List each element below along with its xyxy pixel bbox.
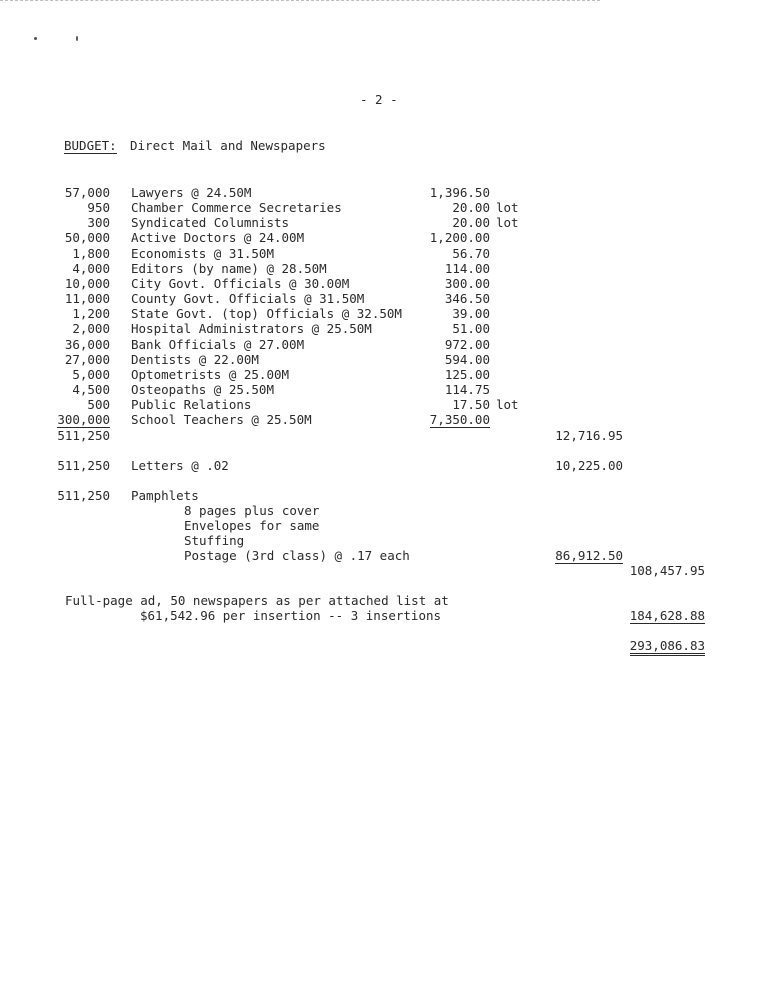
row-amount: 7,350.00 [429, 412, 490, 427]
row-amount: 300.00 [444, 276, 490, 291]
speck-mark [76, 36, 78, 41]
newspaper-line-2: $61,542.96 per insertion -- 3 insertions [140, 608, 442, 623]
row-amount: 972.00 [444, 337, 490, 352]
row-description: Public Relations [131, 397, 252, 412]
row-amount: 114.75 [444, 382, 490, 397]
mailing-total-amount: 12,716.95 [555, 428, 623, 443]
row-qty: 10,000 [64, 276, 110, 291]
pamphlets-desc: Pamphlets [131, 488, 199, 503]
row-amount: 1,396.50 [429, 185, 490, 200]
budget-label: BUDGET: [64, 138, 117, 153]
row-amount: 20.00 [452, 215, 490, 230]
row-qty: 1,800 [72, 246, 110, 261]
row-amount: 56.70 [452, 246, 490, 261]
pamphlet-item: Envelopes for same [184, 518, 320, 533]
row-qty: 4,500 [72, 382, 110, 397]
row-description: County Govt. Officials @ 31.50M [131, 291, 365, 306]
row-qty: 500 [87, 397, 110, 412]
grand-total: 293,086.83 [610, 638, 705, 653]
row-description: State Govt. (top) Officials @ 32.50M [131, 306, 402, 321]
letters-qty: 511,250 [57, 458, 110, 473]
top-edge-dashes [0, 0, 600, 3]
row-amount: 1,200.00 [429, 230, 490, 245]
letters-desc: Letters @ .02 [131, 458, 229, 473]
row-note: lot [496, 397, 519, 412]
row-description: Optometrists @ 25.00M [131, 367, 290, 382]
row-qty: 11,000 [64, 291, 110, 306]
row-qty: 36,000 [64, 337, 110, 352]
newspaper-line-1: Full-page ad, 50 newspapers as per attached list at [65, 593, 449, 608]
row-amount: 20.00 [452, 200, 490, 215]
row-description: Editors (by name) @ 28.50M [131, 261, 327, 276]
row-note: lot [496, 215, 519, 230]
row-description: Osteopaths @ 25.50M [131, 382, 274, 397]
letters-amount: 10,225.00 [555, 458, 623, 473]
row-amount: 125.00 [444, 367, 490, 382]
row-description: Syndicated Columnists [131, 215, 290, 230]
row-qty: 300 [87, 215, 110, 230]
row-qty: 50,000 [64, 230, 110, 245]
row-qty: 300,000 [57, 412, 110, 427]
budget-heading: Direct Mail and Newspapers [130, 138, 326, 153]
row-description: Hospital Administrators @ 25.50M [131, 321, 372, 336]
row-description: Active Doctors @ 24.00M [131, 230, 305, 245]
row-amount: 51.00 [452, 321, 490, 336]
mailing-total-qty: 511,250 [57, 428, 110, 443]
page-number: - 2 - [360, 92, 398, 107]
row-qty: 2,000 [72, 321, 110, 336]
row-description: Economists @ 31.50M [131, 246, 274, 261]
row-description: Chamber Commerce Secretaries [131, 200, 342, 215]
row-description: Lawyers @ 24.50M [131, 185, 252, 200]
row-description: City Govt. Officials @ 30.00M [131, 276, 350, 291]
row-amount: 594.00 [444, 352, 490, 367]
direct-mail-total: 108,457.95 [629, 563, 705, 578]
row-description: School Teachers @ 25.50M [131, 412, 312, 427]
row-qty: 4,000 [72, 261, 110, 276]
row-qty: 950 [87, 200, 110, 215]
newspaper-amount: 184,628.88 [629, 608, 705, 623]
row-description: Bank Officials @ 27.00M [131, 337, 305, 352]
pamphlets-qty: 511,250 [57, 488, 110, 503]
pamphlet-item: Stuffing [184, 533, 245, 548]
row-amount: 39.00 [452, 306, 490, 321]
row-amount: 114.00 [444, 261, 490, 276]
row-note: lot [496, 200, 519, 215]
pamphlets-amount: 86,912.50 [555, 548, 623, 563]
row-amount: 17.50 [452, 397, 490, 412]
row-qty: 1,200 [72, 306, 110, 321]
row-qty: 27,000 [64, 352, 110, 367]
row-amount: 346.50 [444, 291, 490, 306]
row-qty: 57,000 [64, 185, 110, 200]
pamphlet-item: Postage (3rd class) @ .17 each [184, 548, 410, 563]
pamphlet-item: 8 pages plus cover [184, 503, 320, 518]
speck-mark [34, 37, 37, 40]
row-qty: 5,000 [72, 367, 110, 382]
row-description: Dentists @ 22.00M [131, 352, 259, 367]
